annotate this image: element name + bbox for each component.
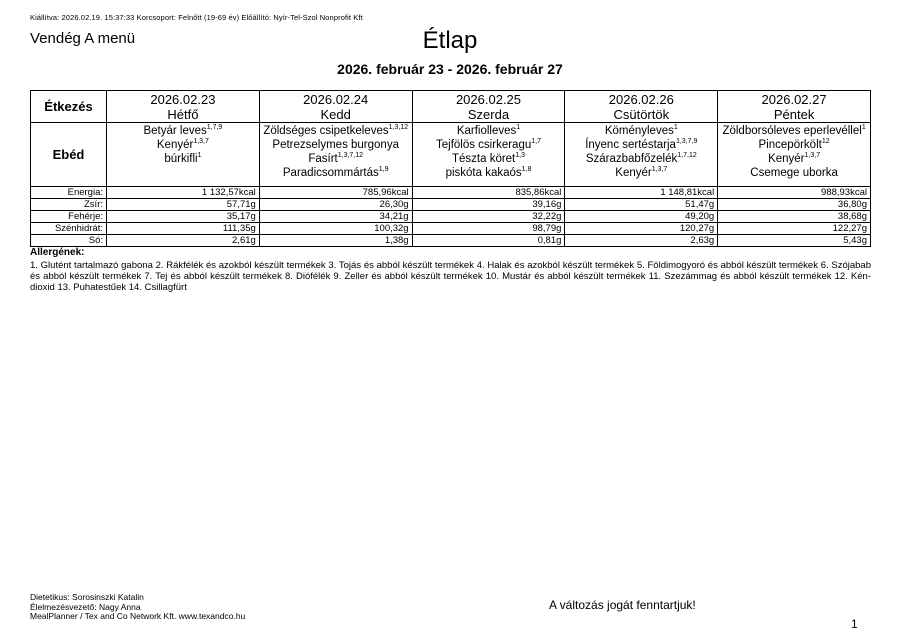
day-date: 2026.02.23 [150, 91, 216, 107]
allergen-numbers: 1,8 [521, 166, 532, 174]
nutrient-value: 2,61g [107, 235, 260, 247]
nutrient-value: 111,35g [107, 223, 260, 235]
menu-item [413, 152, 565, 166]
nutrient-value: 785,96kcal [259, 187, 412, 199]
menu-item-name: Kenyér [615, 167, 652, 179]
day-column-header [718, 91, 871, 123]
nutrient-value: 988,93kcal [718, 187, 871, 199]
nutrient-row [31, 187, 871, 199]
nutrient-value: 57,71g [107, 199, 260, 211]
nutrient-value: 0,81g [412, 235, 565, 247]
allergen-numbers: 1,7 [531, 138, 541, 146]
day-name: Csütörtök [613, 106, 670, 122]
menu-item [565, 152, 717, 166]
allergen-numbers: 1,7,9 [206, 124, 223, 132]
menu-item-name: búrkifli [164, 153, 198, 165]
weekly-menu-table [30, 90, 871, 247]
day-column-header [565, 91, 718, 123]
day-column-header [412, 91, 565, 123]
allergen-numbers: 1 [861, 124, 866, 132]
menu-item [107, 152, 259, 166]
nutrient-row [31, 199, 871, 211]
menu-item [565, 124, 717, 138]
page-number: 1 [851, 617, 858, 631]
allergen-numbers: 1,9 [378, 166, 389, 174]
allergen-numbers: 1,3,7,9 [675, 138, 698, 146]
allergen-numbers: 1,3,7 [804, 152, 821, 160]
lunch-menu-cell [412, 123, 565, 187]
nutrient-value: 36,80g [718, 199, 871, 211]
menu-item [260, 166, 412, 180]
menu-item [260, 138, 412, 152]
lunch-menu-cell [718, 123, 871, 187]
nutrient-row [31, 223, 871, 235]
menu-item-name: Köményleves [604, 125, 674, 137]
menu-item [565, 138, 717, 152]
allergen-numbers: 12 [821, 138, 830, 146]
menu-item-name: Betyár leves [143, 125, 207, 137]
menu-item-name: Kenyér [156, 139, 194, 151]
menu-item [565, 166, 717, 180]
allergen-numbers: 1 [197, 152, 202, 160]
day-name: Szerda [467, 106, 510, 122]
menu-item-name: Tészta köret [451, 153, 516, 165]
menu-item-name: Petrezselymes burgonya [272, 139, 399, 151]
software-credit-line: MealPlanner / Tex and Co Network Kft. www.texandco.hu [30, 611, 246, 621]
menu-item [718, 152, 870, 166]
date-range: 2026. február 23 - 2026. február 27 [337, 61, 563, 77]
menu-item [718, 124, 870, 138]
allergen-numbers: 1,7,12 [677, 152, 697, 160]
nutrient-value: 1,38g [259, 235, 412, 247]
nutrient-label: Só: [31, 235, 107, 247]
menu-item-name: Karfiolleves [456, 125, 517, 137]
menu-item [107, 138, 259, 152]
nutrient-value: 1 132,57kcal [107, 187, 260, 199]
menu-item [718, 138, 870, 152]
allergens-list: 1. Glutént tartalmazó gabona 2. Rákfélék és azokból készült termékek 3. Tojás és abból készült termékek 4. Halak és azokból készült termékek 5. Földimogyoró és abból készült termékek 6. Szójabab és abból készült termékek 7. Tej és abból készült termékek 8. Diófélék 9. Zeller és abból készült termékek 10. Mustár és abból készült termékek 11. Szezámmag és abból készült termékek 12. Kén-dioxid 13. Puhatestűek 14. Csillagfürt [30, 260, 871, 293]
menu-item [718, 166, 870, 180]
menu-item-name: Szárazbabfőzelék [585, 153, 678, 165]
nutrient-value: 51,47g [565, 199, 718, 211]
nutrient-value: 835,86kcal [412, 187, 565, 199]
menu-item [260, 124, 412, 138]
allergen-numbers: 1 [516, 124, 521, 132]
meal-row-label: Ebéd [31, 123, 107, 187]
nutrient-value: 49,20g [565, 211, 718, 223]
dietitian-line: Dietetikus: Sorosinszki Katalin [30, 592, 144, 602]
day-date: 2026.02.24 [303, 91, 369, 107]
lunch-menu-cell [259, 123, 412, 187]
nutrient-value: 34,21g [259, 211, 412, 223]
nutrient-row [31, 235, 871, 247]
menu-item-name: Zöldséges csipetkeleves [263, 125, 389, 137]
day-column-header [259, 91, 412, 123]
allergen-numbers: 1,3,7,12 [337, 152, 364, 160]
nutrient-label: Zsír: [31, 199, 107, 211]
menu-item-name: Csemege uborka [750, 167, 838, 179]
allergen-numbers: 1,3,12 [388, 124, 409, 132]
nutrient-value: 38,68g [718, 211, 871, 223]
allergen-numbers: 1,3 [515, 152, 525, 160]
lunch-menu-cell [565, 123, 718, 187]
menu-item-name: Paradicsommártás [282, 167, 379, 179]
nutrient-value: 2,63g [565, 235, 718, 247]
menu-item [413, 124, 565, 138]
rights-reserved-note: A változás jogát fenntartjuk! [549, 598, 696, 612]
menu-item-name: Fasírt [308, 153, 338, 165]
menu-item-name: Zöldborsóleves eperlevéllel [722, 125, 862, 137]
nutrient-value: 120,27g [565, 223, 718, 235]
menu-item [107, 124, 259, 138]
lunch-row [31, 123, 871, 187]
menu-item-name: piskóta kakaós [445, 167, 522, 179]
menu-item-name: Ínyenc sertéstarja [585, 139, 676, 151]
nutrient-value: 32,22g [412, 211, 565, 223]
nutrient-value: 1 148,81kcal [565, 187, 718, 199]
day-name: Péntek [773, 106, 815, 122]
day-date: 2026.02.27 [761, 91, 827, 107]
day-column-header [107, 91, 260, 123]
nutrient-value: 100,32g [259, 223, 412, 235]
menu-item-name: Tejfölös csirkeragu [436, 139, 532, 151]
nutrient-value: 98,79g [412, 223, 565, 235]
menu-name: Vendég A menü [30, 30, 136, 47]
nutrient-value: 39,16g [412, 199, 565, 211]
nutrient-value: 26,30g [259, 199, 412, 211]
page-title: Étlap [422, 27, 478, 54]
day-name: Kedd [320, 106, 351, 122]
issued-meta-line: Kiállítva: 2026.02.19. 15:37:33 Korcsoport: Felnőtt (19-69 év) Előállító: Nyír-Tel-Szol Nonprofit Kft [30, 13, 363, 22]
menu-item [260, 152, 412, 166]
allergens-heading: Allergének: [30, 247, 85, 258]
nutrient-row [31, 211, 871, 223]
menu-item [413, 138, 565, 152]
day-date: 2026.02.25 [455, 91, 522, 107]
menu-item-name: Pincepörkölt [758, 139, 822, 151]
nutrient-value: 5,43g [718, 235, 871, 247]
day-date: 2026.02.26 [608, 91, 674, 107]
allergen-numbers: 1,3,7 [193, 138, 209, 146]
nutrient-value: 35,17g [107, 211, 260, 223]
nutrient-label: Fehérje: [31, 211, 107, 223]
nutrient-label: Energia: [31, 187, 107, 199]
menu-item-name: Kenyér [768, 153, 805, 165]
meal-column-header: Étkezés [31, 91, 107, 123]
menu-item [413, 166, 565, 180]
catering-manager-line: Élelmezésvezető: Nagy Anna [30, 601, 141, 612]
footer-credits [30, 593, 245, 622]
nutrient-label: Szénhidrát: [31, 223, 107, 235]
day-name: Hétfő [167, 106, 199, 122]
allergen-numbers: 1,3,7 [651, 166, 668, 174]
allergen-numbers: 1 [673, 124, 678, 132]
nutrient-value: 122,27g [718, 223, 871, 235]
table-header-row [31, 91, 871, 123]
lunch-menu-cell [107, 123, 260, 187]
